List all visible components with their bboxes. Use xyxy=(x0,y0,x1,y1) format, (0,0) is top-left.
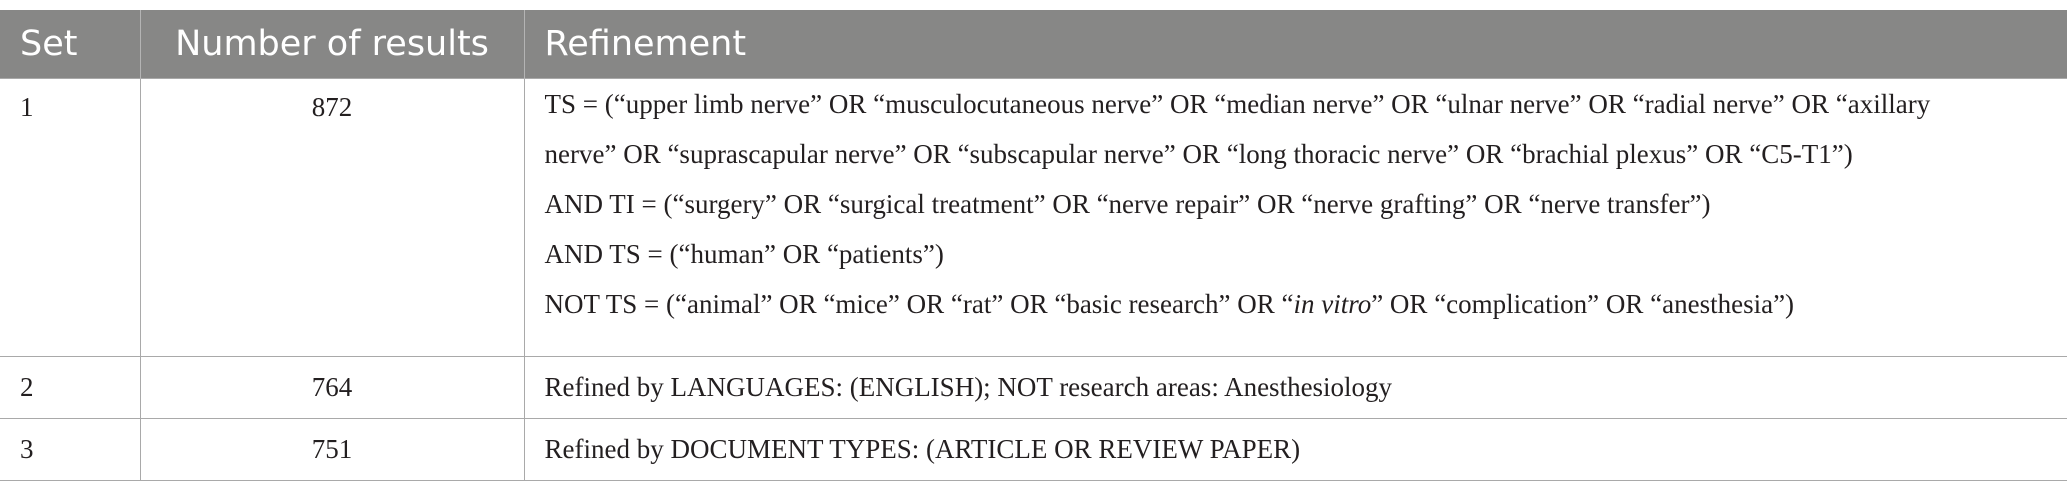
header-number-of-results: Number of results xyxy=(140,10,524,79)
refinement-cell: Refined by DOCUMENT TYPES: (ARTICLE OR REVIEW PAPER) xyxy=(524,419,2067,481)
in-vitro-term: in vitro xyxy=(1293,289,1372,319)
not-clause-end: ” OR “complication” OR “anesthesia”) xyxy=(1371,289,1795,319)
refinement-line-not xyxy=(545,279,2048,329)
header-refinement: Refinement xyxy=(524,10,2067,79)
set-number: 2 xyxy=(0,357,140,419)
result-count: 872 xyxy=(140,79,524,357)
result-count: 764 xyxy=(140,357,524,419)
header-set: Set xyxy=(0,10,140,79)
refinement-line: AND TI = (“surgery” OR “surgical treatment” OR “nerve repair” OR “nerve grafting” OR “nerve transfer”) xyxy=(544,189,1711,219)
refinement-cell xyxy=(524,79,2067,357)
set-number: 1 xyxy=(0,79,140,357)
refinement-line: AND TS = (“human” OR “patients”) xyxy=(544,239,944,269)
not-clause-start: NOT TS = (“animal” OR “mice” OR “rat” OR “basic research” OR “ xyxy=(544,289,1294,319)
set-number: 3 xyxy=(0,419,140,481)
table-header-row xyxy=(0,10,2067,79)
table-row xyxy=(0,419,2067,481)
table-row xyxy=(0,79,2067,357)
table-row xyxy=(0,357,2067,419)
refinement-line: nerve” OR “suprascapular nerve” OR “subscapular nerve” OR “long thoracic nerve” OR “brachial plexus” OR “C5-T1”) xyxy=(544,139,1853,169)
refinement-line: TS = (“upper limb nerve” OR “musculocutaneous nerve” OR “median nerve” OR “ulnar nerve” OR “radial nerve” OR “axillary xyxy=(544,89,1931,119)
result-count: 751 xyxy=(140,419,524,481)
search-strategy-table xyxy=(0,10,2067,481)
refinement-cell: Refined by LANGUAGES: (ENGLISH); NOT research areas: Anesthesiology xyxy=(524,357,2067,419)
